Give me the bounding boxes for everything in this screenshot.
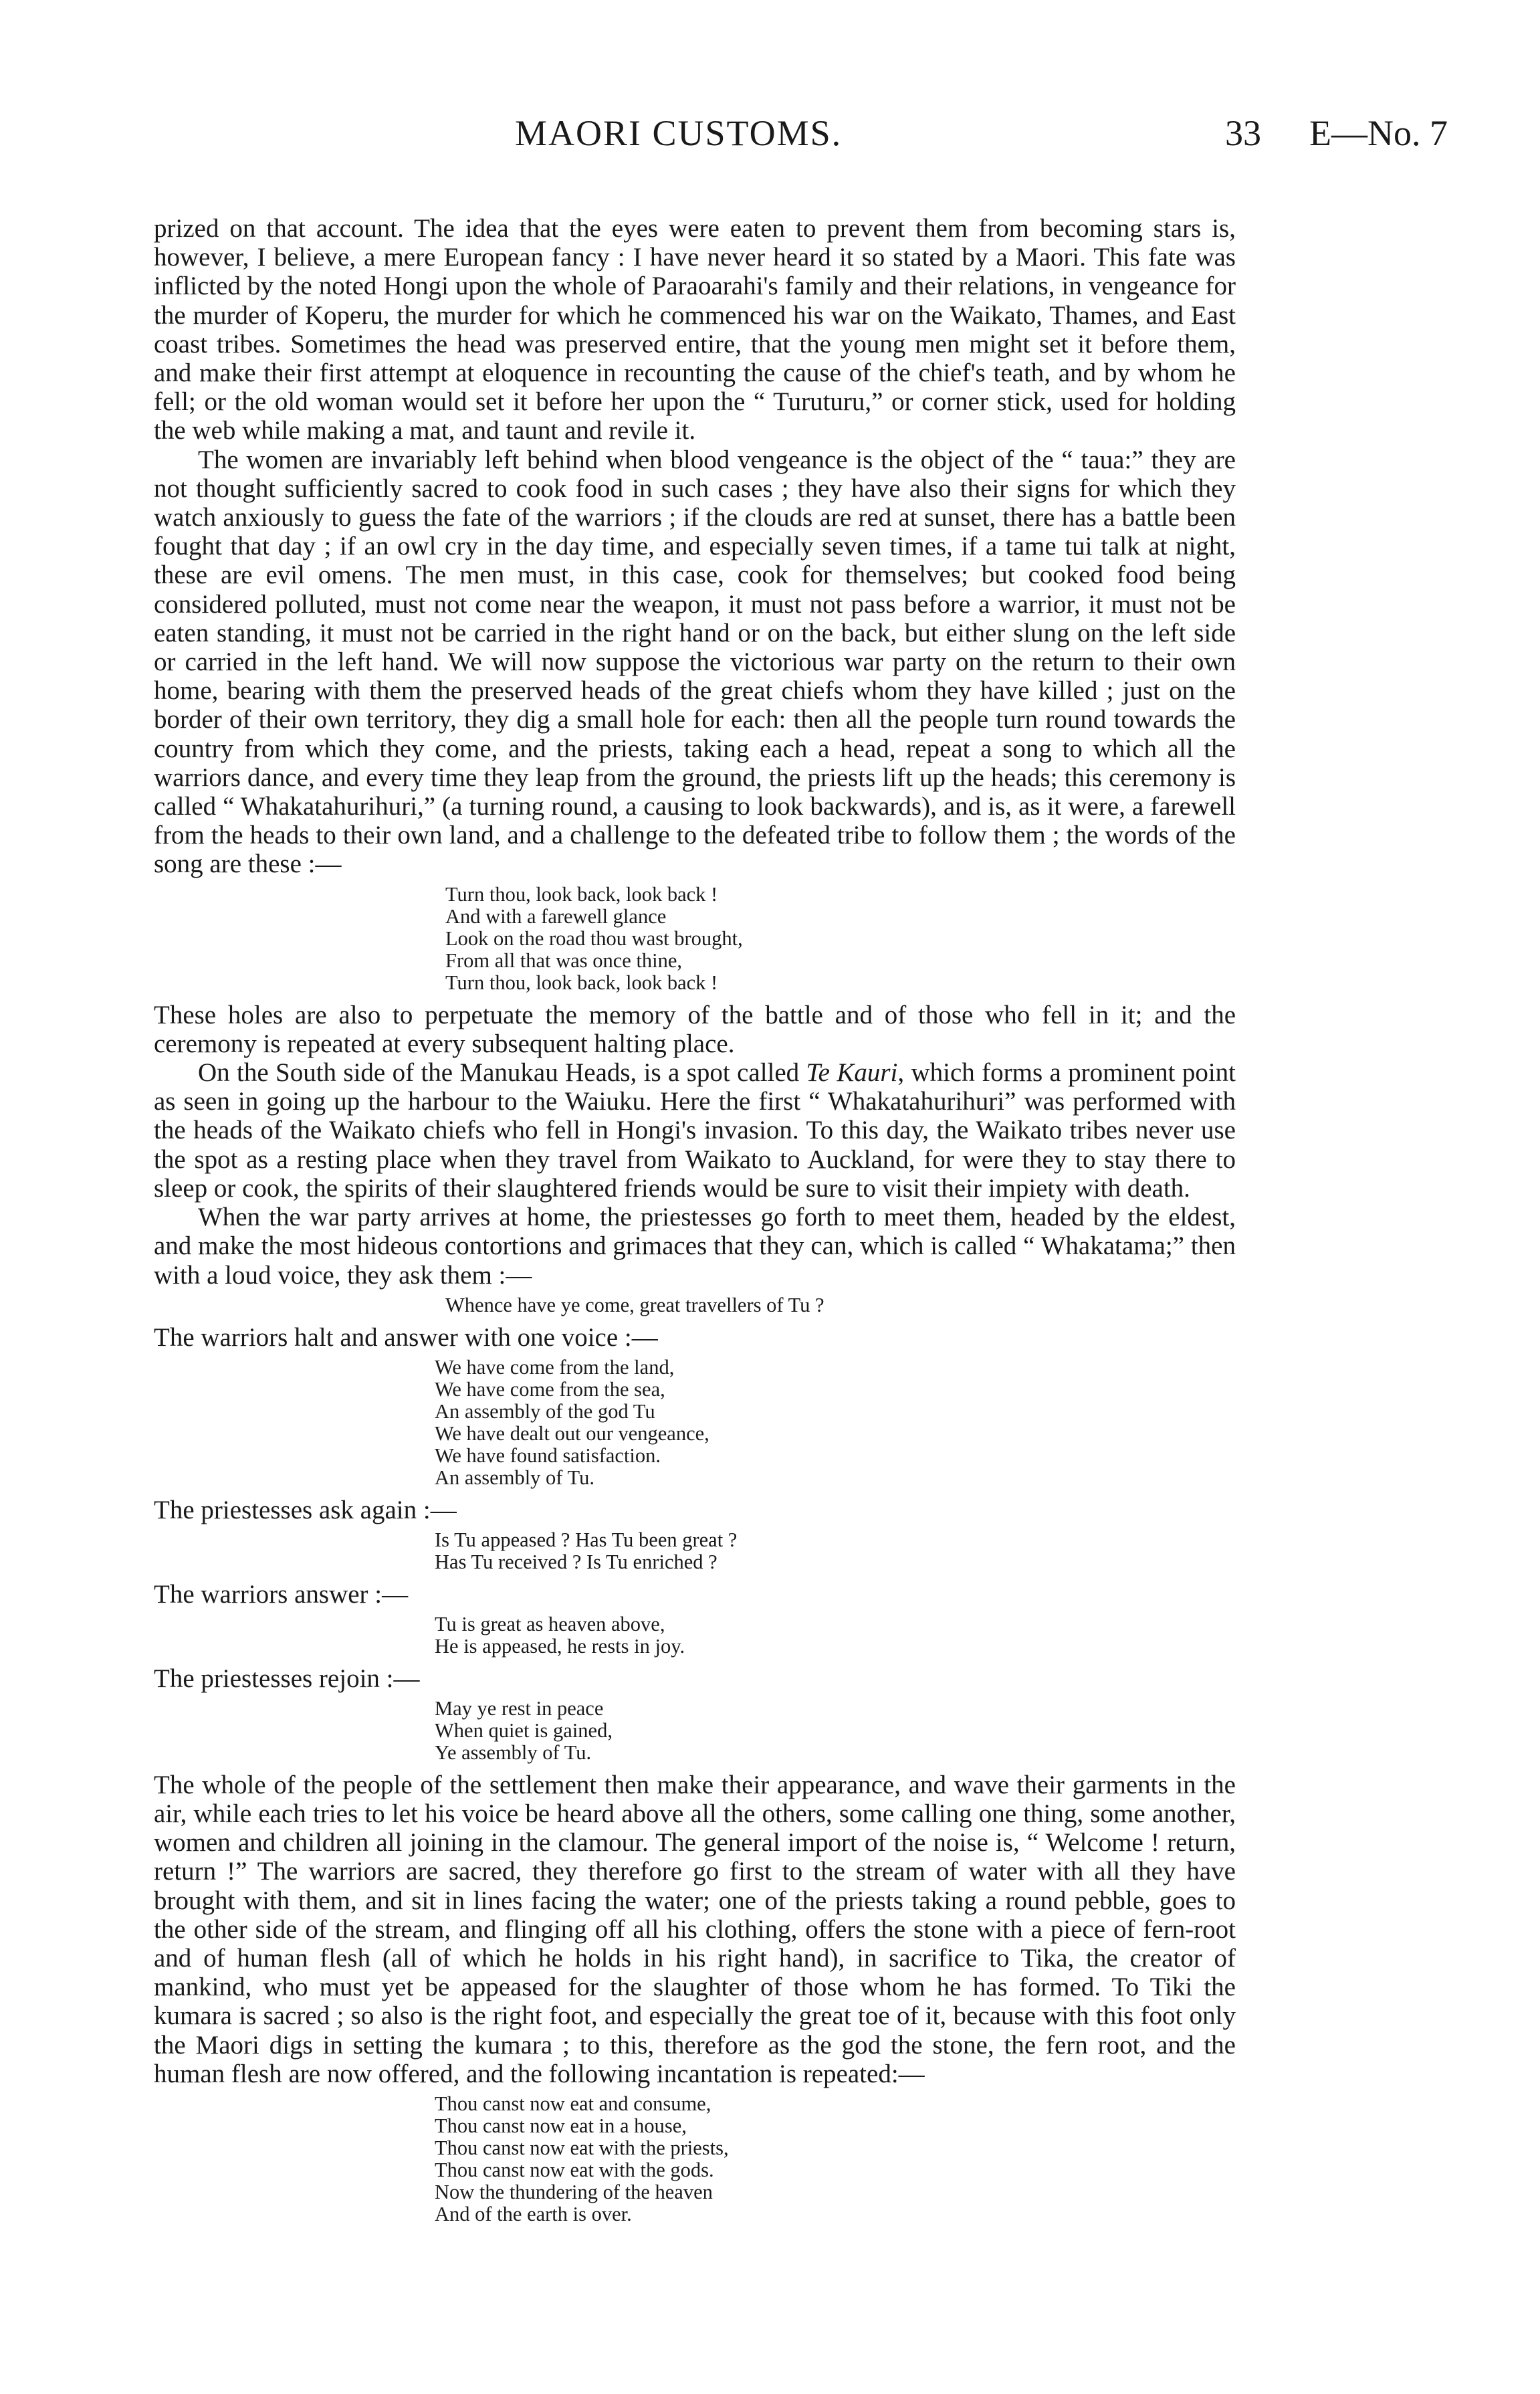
verse-line: He is appeased, he rests in joy.	[435, 1634, 685, 1658]
page-number: 33	[1225, 113, 1261, 153]
paragraph-text: , which forms a prominent point as seen in going up the harbour to the Waiuku. Here the first “ Whakatahurihuri” was performed with the heads of the Waikato chiefs who fell in Hongi's invasion. To this day, the Waikato tribes never use the spot as a resting place when they travel from Waikato to Auckland, for were they to stay there to sleep or cook, the spirits of their slaughtered friends would be sure to visit their impiety with death.	[154, 1058, 1236, 1203]
paragraph	[154, 1058, 1236, 1203]
verse-line: We have come from the land,	[435, 1355, 675, 1379]
verse-line: Is Tu appeased ? Has Tu been great ?	[435, 1528, 738, 1551]
verse-line: Thou canst now eat with the priests,	[435, 2136, 729, 2159]
verse-incantation	[154, 2093, 1236, 2225]
verse-line: May ye rest in peace	[435, 1696, 604, 1720]
dialogue-lead: The warriors answer :—	[154, 1579, 409, 1609]
verse-line: Thou canst now eat and consume,	[435, 2092, 711, 2115]
verse-line: Now the thundering of the heaven	[435, 2180, 713, 2203]
verse-line: Has Tu received ? Is Tu enriched ?	[435, 1550, 718, 1573]
body-text	[154, 214, 1236, 2232]
verse-line: And with a farewell glance	[445, 904, 667, 928]
verse-question	[154, 1294, 1236, 1316]
verse-line: When quiet is gained,	[435, 1718, 613, 1742]
dialogue-lead: The priestesses rejoin :—	[154, 1664, 420, 1693]
verse-line: Thou canst now eat with the gods.	[435, 2158, 714, 2181]
paragraph-text: On the South side of the Manukau Heads, is a spot called	[198, 1058, 806, 1088]
paragraph: prized on that account. The idea that the eyes were eaten to prevent them from becoming stars is, however, I believe, a mere European fancy : I have never heard it so stated by a Maori. This fate was inflicted by the noted Hongi upon the whole of Paraoarahi's family and their relations, in vengeance for the murder of Koperu, the murder for which he commenced his war on the Waikato, Thames, and East coast tribes. Sometimes the head was preserved entire, that the young men might set it before them, and make their first attempt at eloquence in recounting the cause of the chief's teath, and by whom he fell; or the old woman would set it before her upon the “ Turuturu,” or corner stick, used for holding the web while making a mat, and taunt and revile it.	[154, 214, 1236, 445]
verse-priestesses-rejoin	[154, 1698, 1236, 1764]
paragraph: When the war party arrives at home, the priestesses go forth to meet them, headed by the eldest, and make the most hideous contortions and grimaces that they can, which is called “ Whakatama;” then with a loud voice, they ask them :—	[154, 1203, 1236, 1290]
dialogue-lead: The priestesses ask again :—	[154, 1495, 457, 1524]
verse-line: Thou canst now eat in a house,	[435, 2114, 687, 2137]
verse-line: From all that was once thine,	[445, 949, 683, 972]
verse-line: Tu is great as heaven above,	[435, 1612, 665, 1635]
verse-line: An assembly of Tu.	[435, 1466, 594, 1489]
paragraph: The women are invariably left behind when blood vengeance is the object of the “ taua:” they are not thought sufficiently sacred to cook food in such cases ; they have also their signs for which they watch anxiously to guess the fate of the warriors ; if the clouds are red at sunset, there has a battle been fought that day ; if an owl cry in the day time, and especially seven times, if a tame tui talk at night, these are evil omens. The men must, in this case, cook for themselves; but cooked food being considered polluted, must not come near the weapon, it must not pass before a warrior, it must not be eaten standing, it must not be carried in the right hand or on the back, but either slung on the left side or carried in the left hand. We will now suppose the victorious war party on the return to their own home, bearing with them the preserved heads of the great chiefs whom they have killed ; just on the border of their own territory, they dig a small hole for each: then all the people turn round towards the country from which they come, and the priests, taking each a head, repeat a song to which all the warriors dance, and every time they leap from the ground, the priests lift up the heads; this ceremony is called “ Whakatahurihuri,” (a turning round, a causing to look backwards), and is, as it were, a farewell from the heads to their own land, and a challenge to the defeated tribe to follow them ; the words of the song are these :—	[154, 445, 1236, 879]
verse-line: Look on the road thou wast brought,	[445, 926, 743, 950]
paragraph: These holes are also to perpetuate the memory of the battle and of those who fell in it; and the ceremony is repeated at every subsequent halting place.	[154, 1000, 1236, 1058]
verse-line: Ye assembly of Tu.	[435, 1740, 592, 1764]
verse-line: Whence have ye come, great travellers of Tu ?	[445, 1293, 824, 1316]
verse-priestesses-ask	[154, 1529, 1236, 1573]
page-header	[0, 112, 1540, 166]
verse-line: We have come from the sea,	[435, 1377, 665, 1401]
verse-line: Turn thou, look back, look back !	[445, 971, 718, 994]
verse-warriors-answer	[154, 1357, 1236, 1489]
place-name: Te Kauri	[806, 1058, 898, 1088]
verse-line: An assembly of the god Tu	[435, 1399, 655, 1423]
verse-warriors-reply	[154, 1613, 1236, 1658]
paper-reference: E—No. 7	[1309, 113, 1448, 153]
verse-line: Turn thou, look back, look back !	[445, 882, 718, 906]
verse-line: And of the earth is over.	[435, 2202, 632, 2225]
verse-line: We have found satisfaction.	[435, 1443, 661, 1467]
running-title: MAORI CUSTOMS.	[515, 113, 843, 153]
verse-line: We have dealt out our vengeance,	[435, 1421, 709, 1445]
verse-farewell-song	[154, 884, 1236, 994]
paragraph: The whole of the people of the settlement then make their appearance, and wave their garments in the air, while each tries to let his voice be heard above all the others, some calling one thing, some another, women and children all joining in the clamour. The general import of the noise is, “ Welcome ! return, return !” The warriors are sacred, they therefore go first to the stream of water with all they have brought with them, and sit in lines facing the water; one of the priests taking a round pebble, goes to the other side of the stream, and flinging off all his clothing, offers the stone with a piece of fern-root and of human flesh (all of which he holds in his right hand), in sacrifice to Tika, the creator of mankind, who must yet be appeased for the slaughter of those whom he has formed. To Tiki the kumara is sacred ; so also is the right foot, and especially the great toe of it, because with this foot only the Maori digs in setting the kumara ; to this, therefore as the god the stone, the fern root, and the human flesh are now offered, and the following incantation is repeated:—	[154, 1770, 1236, 2088]
dialogue-lead: The warriors halt and answer with one voice :—	[154, 1322, 658, 1352]
